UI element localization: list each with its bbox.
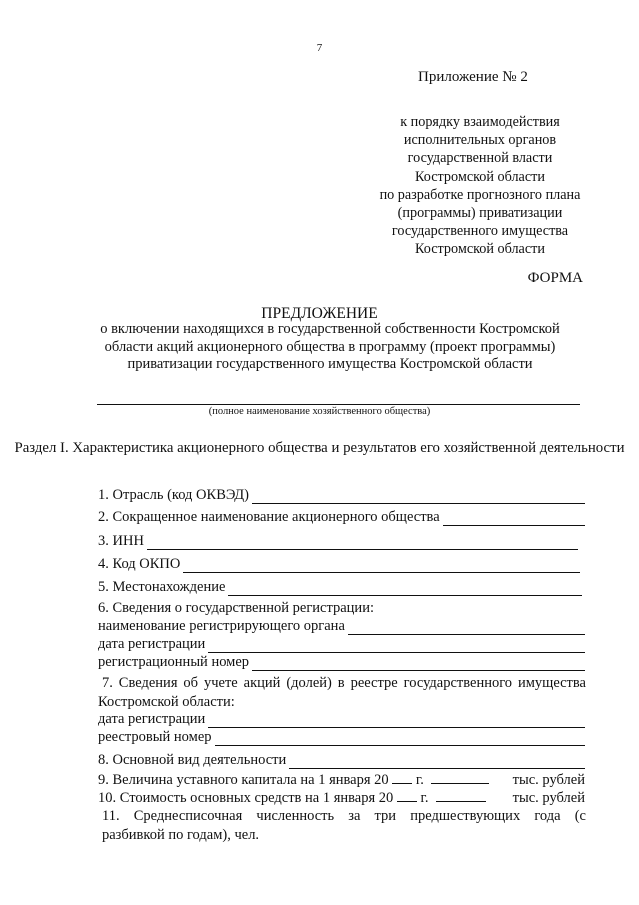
field-headcount: 11. Среднесписочная численность за три предшествующих года (с bbox=[102, 808, 586, 824]
field-short-name bbox=[98, 509, 585, 526]
charter-capital-text bbox=[98, 771, 489, 789]
inn-input[interactable] bbox=[147, 537, 578, 550]
okpo-input[interactable] bbox=[183, 560, 580, 573]
field-registry-date bbox=[98, 711, 585, 728]
field-label: 6. Сведения о государственной регистрации: bbox=[98, 600, 374, 616]
fixed-assets-input[interactable] bbox=[436, 789, 486, 802]
field-label: дата регистрации bbox=[98, 636, 206, 652]
field-registry-heading-cont bbox=[98, 694, 235, 711]
registry-date-input[interactable] bbox=[208, 715, 585, 728]
field-registration-date bbox=[98, 636, 585, 653]
appendix-line: исполнительных органов bbox=[403, 132, 557, 149]
document-subtitle: о включении находящихся в государственной собственности Костромской области акций акционерного общества в программу (проект программы) приватизации государственного имущества Костромской области bbox=[100, 321, 560, 372]
field-label: 4. Код ОКПО bbox=[98, 556, 181, 572]
appendix-line: Костромской области bbox=[415, 241, 545, 258]
field-registration-number bbox=[98, 654, 585, 671]
location-input[interactable] bbox=[228, 583, 582, 596]
assets-year-input[interactable] bbox=[397, 789, 417, 802]
appendix-reference bbox=[330, 113, 630, 259]
page-number: 7 bbox=[316, 42, 323, 54]
field-label: реестровый номер bbox=[98, 729, 212, 745]
field-registry-number bbox=[98, 729, 585, 746]
appendix-line: к порядку взаимодействия bbox=[400, 114, 560, 130]
registration-authority-input[interactable] bbox=[348, 622, 585, 635]
field-inn bbox=[98, 533, 578, 550]
field-location bbox=[98, 579, 582, 596]
charter-capital-input[interactable] bbox=[431, 771, 489, 784]
unit-label: тыс. рублей bbox=[512, 772, 585, 788]
field-headcount-cont bbox=[102, 827, 259, 844]
field-label: 3. ИНН bbox=[98, 533, 144, 549]
field-label: наименование регистрирующего органа bbox=[98, 618, 345, 634]
field-label: 10. Стоимость основных средств на 1 января 20 bbox=[98, 790, 394, 806]
field-label: разбивкой по годам), чел. bbox=[102, 827, 260, 843]
field-main-activity bbox=[98, 752, 585, 769]
field-charter-capital bbox=[98, 771, 585, 789]
field-registry-heading: 7. Сведения об учете акций (долей) в реестре государственного имущества bbox=[102, 675, 586, 691]
section-title: Раздел I. Характеристика акционерного общества и результатов его хозяйственной деятельности bbox=[14, 440, 625, 456]
field-label: 2. Сокращенное наименование акционерного общества bbox=[98, 509, 440, 525]
unit-label: тыс. рублей bbox=[512, 790, 585, 806]
charter-year-input[interactable] bbox=[392, 771, 412, 784]
appendix-line: (программы) приватизации bbox=[397, 205, 563, 222]
short-name-input[interactable] bbox=[443, 513, 585, 526]
field-industry bbox=[98, 487, 585, 504]
industry-input[interactable] bbox=[252, 491, 585, 504]
field-label: регистрационный номер bbox=[98, 654, 250, 670]
field-label: 8. Основной вид деятельности bbox=[98, 752, 287, 768]
form-label: ФОРМА bbox=[527, 270, 583, 286]
registration-date-input[interactable] bbox=[208, 640, 585, 653]
field-label: Костромской области: bbox=[98, 694, 235, 710]
year-suffix: г. bbox=[420, 790, 429, 806]
year-suffix: г. bbox=[415, 772, 424, 788]
field-label: 9. Величина уставного капитала на 1 января 20 bbox=[98, 772, 389, 788]
fixed-assets-text bbox=[98, 789, 486, 807]
appendix-title: Приложение № 2 bbox=[418, 69, 528, 85]
appendix-line: государственного имущества bbox=[391, 223, 569, 240]
appendix-line: по разработке прогнозного плана bbox=[379, 186, 581, 203]
field-label: 1. Отрасль (код ОКВЭД) bbox=[98, 487, 249, 503]
registration-number-input[interactable] bbox=[252, 658, 585, 671]
field-label: 5. Местонахождение bbox=[98, 579, 226, 595]
document-title: ПРЕДЛОЖЕНИЕ bbox=[261, 305, 378, 322]
company-name-caption: (полное наименование хозяйственного общества) bbox=[208, 406, 431, 417]
field-fixed-assets bbox=[98, 789, 585, 807]
main-activity-input[interactable] bbox=[289, 756, 585, 769]
company-name-line[interactable] bbox=[97, 404, 580, 405]
appendix-line: Костромской области bbox=[415, 168, 545, 185]
field-registration-authority bbox=[98, 618, 585, 635]
field-registration-heading bbox=[98, 600, 374, 617]
registry-number-input[interactable] bbox=[215, 733, 585, 746]
appendix-line: государственной власти bbox=[407, 150, 553, 167]
field-okpo bbox=[98, 556, 580, 573]
field-label: дата регистрации bbox=[98, 711, 206, 727]
